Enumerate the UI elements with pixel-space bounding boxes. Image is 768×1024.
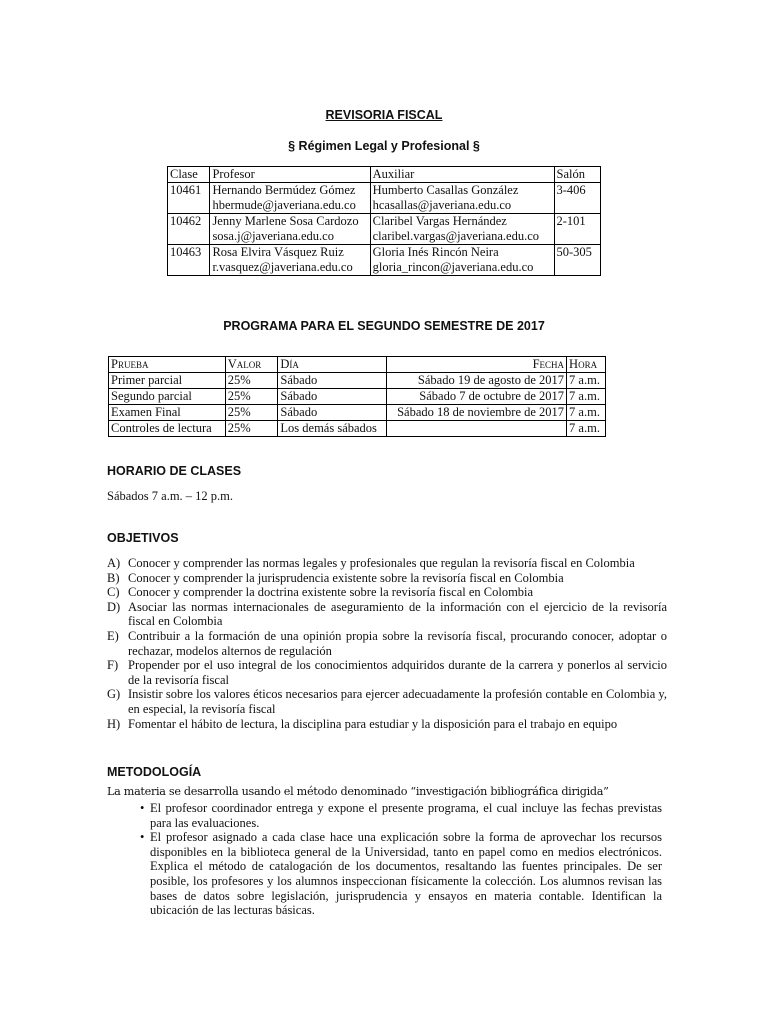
table-row [109, 389, 606, 405]
item-text: Asociar las normas internacionales de aseguramiento de la información con el ejercicio de la revisoría fiscal en Colombia [128, 599, 667, 629]
profesor-cell [210, 214, 370, 245]
item-letter: A) [107, 556, 121, 570]
column-header-valor: Valor [225, 357, 278, 373]
valor-cell: 25% [225, 389, 278, 405]
auxiliar-name: Claribel Vargas Hernández [372, 214, 507, 228]
clase-cell: 10462 [168, 214, 210, 245]
column-header-fecha: Fecha [387, 357, 567, 373]
item-letter: G) [107, 687, 121, 702]
table-header-row [168, 167, 601, 183]
auxiliar-cell [370, 245, 554, 276]
list-item [107, 687, 667, 716]
methodology-list [140, 801, 662, 918]
program-title: PROGRAMA PARA EL SEGUNDO SEMESTRE DE 2017 [223, 319, 545, 333]
list-item [140, 830, 662, 918]
prueba-cell: Primer parcial [109, 373, 226, 389]
column-header-auxiliar: Auxiliar [370, 167, 554, 183]
table-row [109, 373, 606, 389]
methodology-intro: La materia se desarrolla usando el método denominado “investigación bibliográfica dirigida” [107, 785, 609, 798]
prueba-cell: Segundo parcial [109, 389, 226, 405]
item-text: Propender por el uso integral de los conocimientos adquiridos durante de la carrera y ponerlos al servicio de la revisoría fiscal [128, 658, 667, 687]
prueba-cell: Examen Final [109, 405, 226, 421]
table-row [109, 421, 606, 437]
bullet-icon: • [140, 830, 145, 845]
hora-cell: 7 a.m. [567, 421, 606, 437]
profesor-name: Rosa Elvira Vásquez Ruiz [212, 245, 344, 259]
table-row [168, 183, 601, 214]
item-letter: H) [107, 716, 121, 731]
list-item [107, 600, 667, 629]
valor-cell: 25% [225, 421, 278, 437]
item-letter: E) [107, 628, 119, 643]
list-item [140, 801, 662, 830]
profesor-cell [210, 245, 370, 276]
salon-cell: 2-101 [554, 214, 600, 245]
profesor-email: sosa.j@javeriana.edu.co [212, 229, 334, 243]
prueba-cell: Controles de lectura [109, 421, 226, 437]
item-text: El profesor asignado a cada clase hace una explicación sobre la forma de aprovechar los recursos disponibles en la biblioteca general de la Universidad, tanto en papel como en medios electrónicos. Explica el método de catalogación de los documentos, resaltando las fuentes principales. De ser posible, los profesores y los alumnos inspeccionan físicamente la colección. Los alumnos revisan las bases de datos sobre legislación, jurisprudencia y ensayos en materia contable. Identifican la ubicación de las lecturas básicas. [150, 830, 662, 918]
fecha-cell: Sábado 19 de agosto de 2017 [387, 373, 567, 389]
auxiliar-cell [370, 183, 554, 214]
item-letter: D) [107, 599, 121, 614]
column-header-profesor: Profesor [210, 167, 370, 183]
dia-cell: Sábado [278, 405, 387, 421]
item-text: Conocer y comprender las normas legales y profesionales que regulan la revisoría fiscal en Colombia [128, 556, 635, 570]
salon-cell: 3-406 [554, 183, 600, 214]
auxiliar-cell [370, 214, 554, 245]
valor-cell: 25% [225, 405, 278, 421]
column-header-clase: Clase [168, 167, 210, 183]
list-item [107, 556, 667, 571]
item-letter: F) [107, 658, 119, 673]
item-text: Fomentar el hábito de lectura, la disciplina para estudiar y la disposición para el trabajo en equipo [128, 716, 618, 731]
table-row [109, 405, 606, 421]
hora-cell: 7 a.m. [567, 405, 606, 421]
methodology-heading: METODOLOGÍA [107, 765, 202, 779]
auxiliar-email: hcasallas@javeriana.edu.co [372, 198, 512, 212]
column-header-hora: Hora [567, 357, 606, 373]
fecha-cell: Sábado 7 de octubre de 2017 [387, 389, 567, 405]
auxiliar-email: gloria_rincon@javeriana.edu.co [372, 260, 534, 274]
profesor-name: Jenny Marlene Sosa Cardozo [212, 214, 359, 228]
document-title: REVISORIA FISCAL [325, 108, 443, 122]
list-item [107, 571, 667, 586]
table-row [168, 214, 601, 245]
table-header-row [109, 357, 606, 373]
list-item [107, 585, 667, 600]
dia-cell: Sábado [278, 373, 387, 389]
item-letter: C) [107, 585, 120, 600]
profesor-email: r.vasquez@javeriana.edu.co [212, 260, 353, 274]
auxiliar-name: Gloria Inés Rincón Neira [372, 245, 499, 259]
column-header-prueba: Prueba [109, 357, 226, 373]
item-text: Conocer y comprender la jurisprudencia existente sobre la revisoría fiscal en Colombia [128, 570, 564, 585]
item-text: Conocer y comprender la doctrina existente sobre la revisoría fiscal en Colombia [128, 585, 534, 600]
program-table [108, 356, 606, 437]
objectives-list [107, 556, 667, 731]
column-header-salon: Salón [554, 167, 600, 183]
fecha-cell [387, 421, 567, 437]
fecha-cell: Sábado 18 de noviembre de 2017 [387, 405, 567, 421]
clase-cell: 10461 [168, 183, 210, 214]
salon-cell: 50-305 [554, 245, 600, 276]
valor-cell: 25% [225, 373, 278, 389]
document-subtitle: § Régimen Legal y Profesional § [288, 139, 480, 153]
schedule-heading: HORARIO DE CLASES [107, 464, 242, 478]
list-item [107, 658, 667, 687]
objectives-heading: OBJETIVOS [107, 531, 179, 545]
auxiliar-name: Humberto Casallas González [372, 183, 519, 197]
auxiliar-email: claribel.vargas@javeriana.edu.co [372, 229, 540, 243]
hora-cell: 7 a.m. [567, 389, 606, 405]
dia-cell: Los demás sábados [278, 421, 387, 437]
clase-cell: 10463 [168, 245, 210, 276]
profesor-name: Hernando Bermúdez Gómez [212, 183, 356, 197]
item-text: Contribuir a la formación de una opinión propia sobre la revisoría fiscal, procurando conocer, adoptar o rechazar, modelos alternos de regulación [128, 628, 667, 658]
courses-table [167, 166, 601, 276]
bullet-icon: • [140, 801, 145, 815]
profesor-cell [210, 183, 370, 214]
hora-cell: 7 a.m. [567, 373, 606, 389]
column-header-dia: Día [278, 357, 387, 373]
item-letter: B) [107, 570, 120, 585]
table-row [168, 245, 601, 276]
item-text: El profesor coordinador entrega y expone el presente programa, el cual incluye las fechas previstas para las evaluaciones. [150, 801, 662, 830]
list-item [107, 629, 667, 658]
dia-cell: Sábado [278, 389, 387, 405]
schedule-text: Sábados 7 a.m. – 12 p.m. [107, 489, 234, 503]
list-item [107, 717, 667, 732]
profesor-email: hbermude@javeriana.edu.co [212, 198, 356, 212]
item-text: Insistir sobre los valores éticos necesarios para ejercer adecuadamente la profesión contable en Colombia y, en especial, la revisoría fiscal [128, 687, 667, 716]
